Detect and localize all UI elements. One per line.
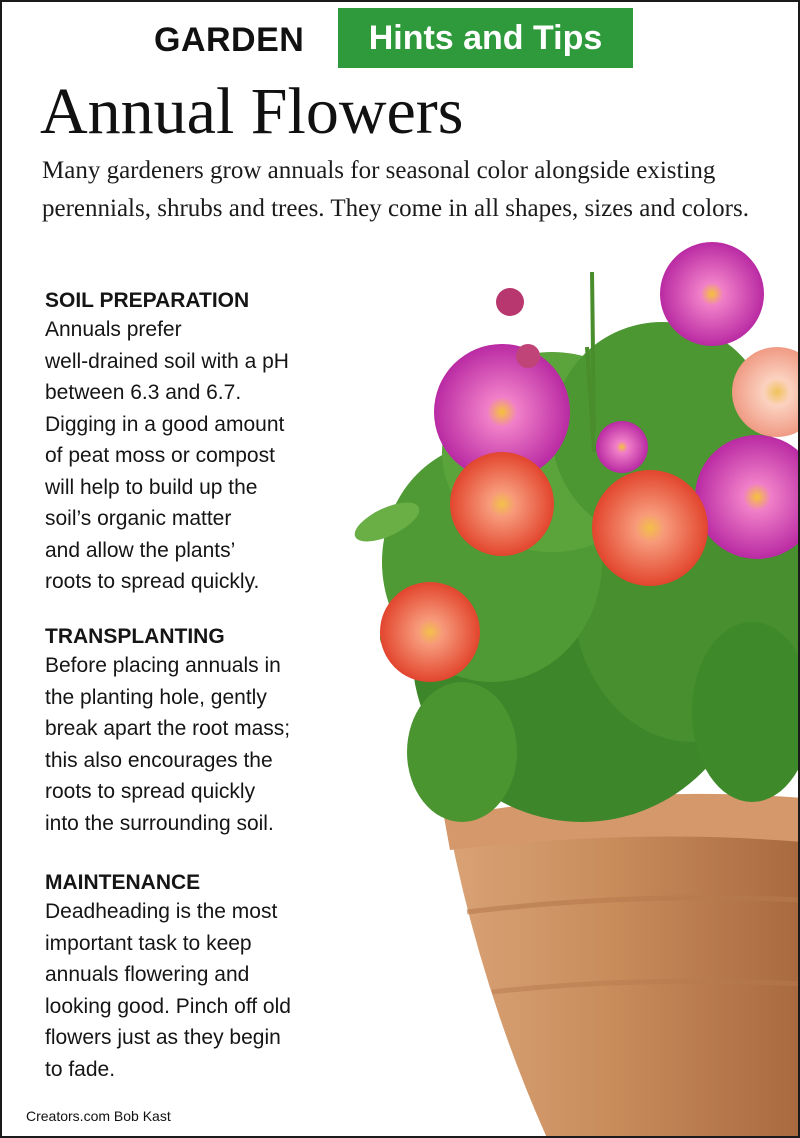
body-line: to fade.	[45, 1057, 116, 1081]
section-body	[45, 896, 375, 1085]
body-line: roots to spread quickly.	[45, 570, 260, 593]
body-line: well-drained soil with a pH	[45, 349, 289, 373]
body-line: Annuals prefer	[45, 318, 182, 341]
body-line: soil’s organic matter	[45, 507, 232, 530]
body-line: roots to spread quickly	[45, 780, 256, 803]
section-heading: MAINTENANCE	[45, 871, 201, 894]
body-line: Digging in a good amount	[45, 412, 285, 436]
section-transplanting	[45, 624, 375, 839]
section-body	[45, 650, 375, 839]
body-line: this also encourages the	[45, 748, 273, 772]
brand-label: GARDEN	[154, 21, 305, 59]
body-line: Before placing annuals in	[45, 654, 281, 677]
header	[2, 8, 800, 64]
section-heading: SOIL PREPARATION	[45, 289, 250, 312]
body-line: important task to keep	[45, 931, 252, 955]
body-line: break apart the root mass;	[45, 717, 291, 740]
credit-line: Creators.com Bob Kast	[26, 1108, 171, 1124]
body-line: and allow the plants’	[45, 538, 236, 562]
section-maintenance	[45, 870, 375, 1085]
body-line: the planting hole, gently	[45, 685, 267, 709]
pot	[444, 794, 800, 1138]
section-heading: TRANSPLANTING	[45, 625, 225, 648]
flower-pot-illustration	[332, 232, 800, 1138]
section-body	[45, 314, 375, 598]
body-line: into the surrounding soil.	[45, 811, 274, 835]
body-line: will help to build up the	[45, 475, 258, 499]
section-soil-preparation	[45, 288, 375, 598]
body-line: of peat moss or compost	[45, 444, 275, 467]
page-title: Annual Flowers	[40, 75, 464, 148]
body-line: Deadheading is the most	[45, 900, 278, 923]
body-line: annuals flowering and	[45, 963, 250, 986]
body-line: between 6.3 and 6.7.	[45, 381, 242, 404]
body-line: looking good. Pinch off old	[45, 994, 291, 1018]
intro-text: Many gardeners grow annuals for seasonal color alongside existing perennials, shrubs and trees. They come in all shapes, sizes and colors.	[42, 157, 749, 222]
body-line: flowers just as they begin	[45, 1026, 281, 1049]
hints-tag: Hints and Tips	[338, 8, 633, 68]
